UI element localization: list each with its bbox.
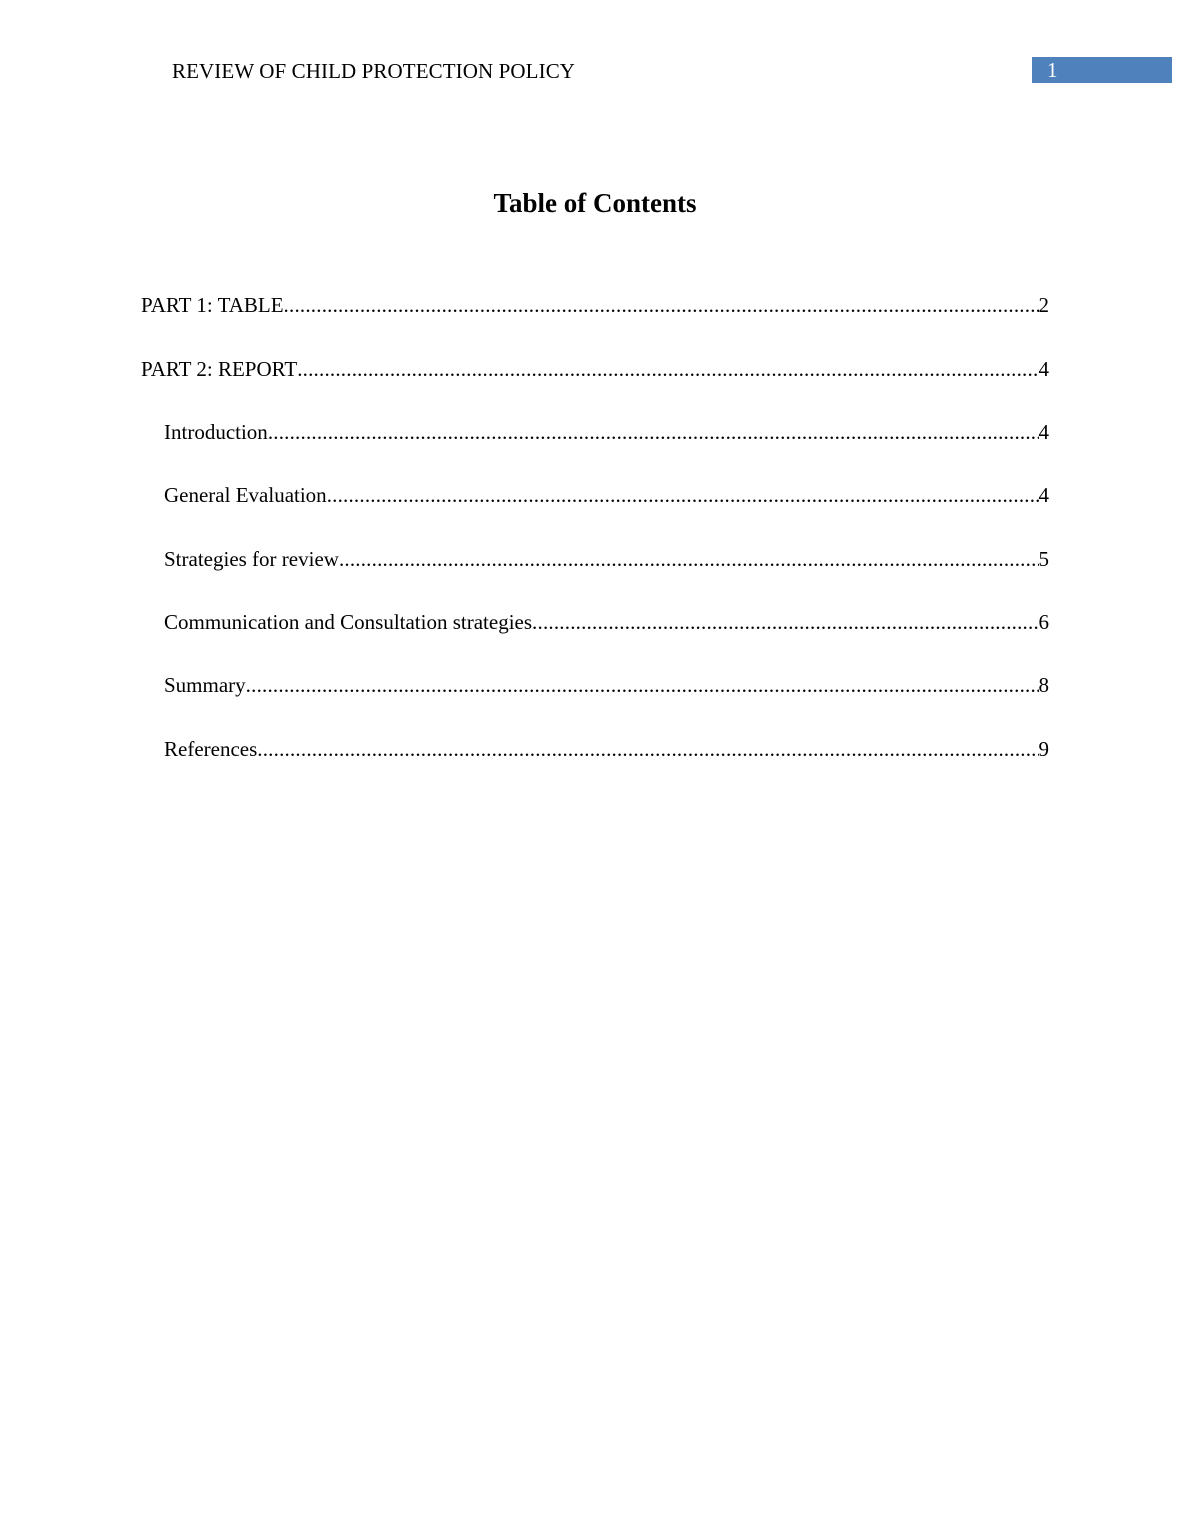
toc-dot-leader [297, 355, 1038, 383]
toc-entry-label: Strategies for review [164, 547, 339, 571]
toc-entry-label: Communication and Consultation strategies [164, 610, 533, 634]
toc-entry-label: PART 2: REPORT [141, 357, 298, 381]
toc-entry-summary[interactable] [164, 671, 1049, 699]
toc-entry-general-evaluation[interactable] [164, 481, 1049, 509]
toc-heading: Table of Contents [493, 188, 697, 218]
toc-entry-label: References [164, 737, 258, 761]
toc-dot-leader [246, 671, 1039, 699]
toc-dot-leader [327, 481, 1039, 509]
toc-entry-label: General Evaluation [164, 483, 327, 507]
toc-entry-page: 4 [1038, 483, 1049, 507]
running-head-title: REVIEW OF CHILD PROTECTION POLICY [172, 59, 576, 83]
toc-entry-label: Introduction [164, 420, 268, 444]
toc-entry-page: 4 [1038, 357, 1049, 381]
toc-dot-leader [339, 545, 1039, 573]
toc-entry-page: 2 [1038, 293, 1049, 317]
toc-dot-leader [284, 291, 1039, 319]
toc-entry-references[interactable] [164, 735, 1049, 763]
toc-entry-page: 6 [1038, 610, 1049, 634]
toc-dot-leader [257, 735, 1038, 763]
toc-entry-part-1[interactable] [141, 291, 1049, 319]
toc-entry-page: 5 [1038, 547, 1049, 571]
toc-entry-page: 9 [1038, 737, 1049, 761]
toc-entry-introduction[interactable] [164, 418, 1049, 446]
toc-entry-communication-strategies[interactable] [164, 608, 1049, 636]
toc-entry-label: Summary [164, 673, 246, 697]
toc-entry-label: PART 1: TABLE [141, 293, 284, 317]
page-number: 1 [1047, 58, 1058, 82]
page-number-badge [1032, 57, 1172, 83]
toc-entry-part-2[interactable] [141, 355, 1049, 383]
toc-entry-page: 8 [1038, 673, 1049, 697]
toc-dot-leader [532, 608, 1038, 636]
toc-entry-strategies-for-review[interactable] [164, 545, 1049, 573]
toc-dot-leader [268, 418, 1039, 446]
toc-entry-page: 4 [1038, 420, 1049, 444]
